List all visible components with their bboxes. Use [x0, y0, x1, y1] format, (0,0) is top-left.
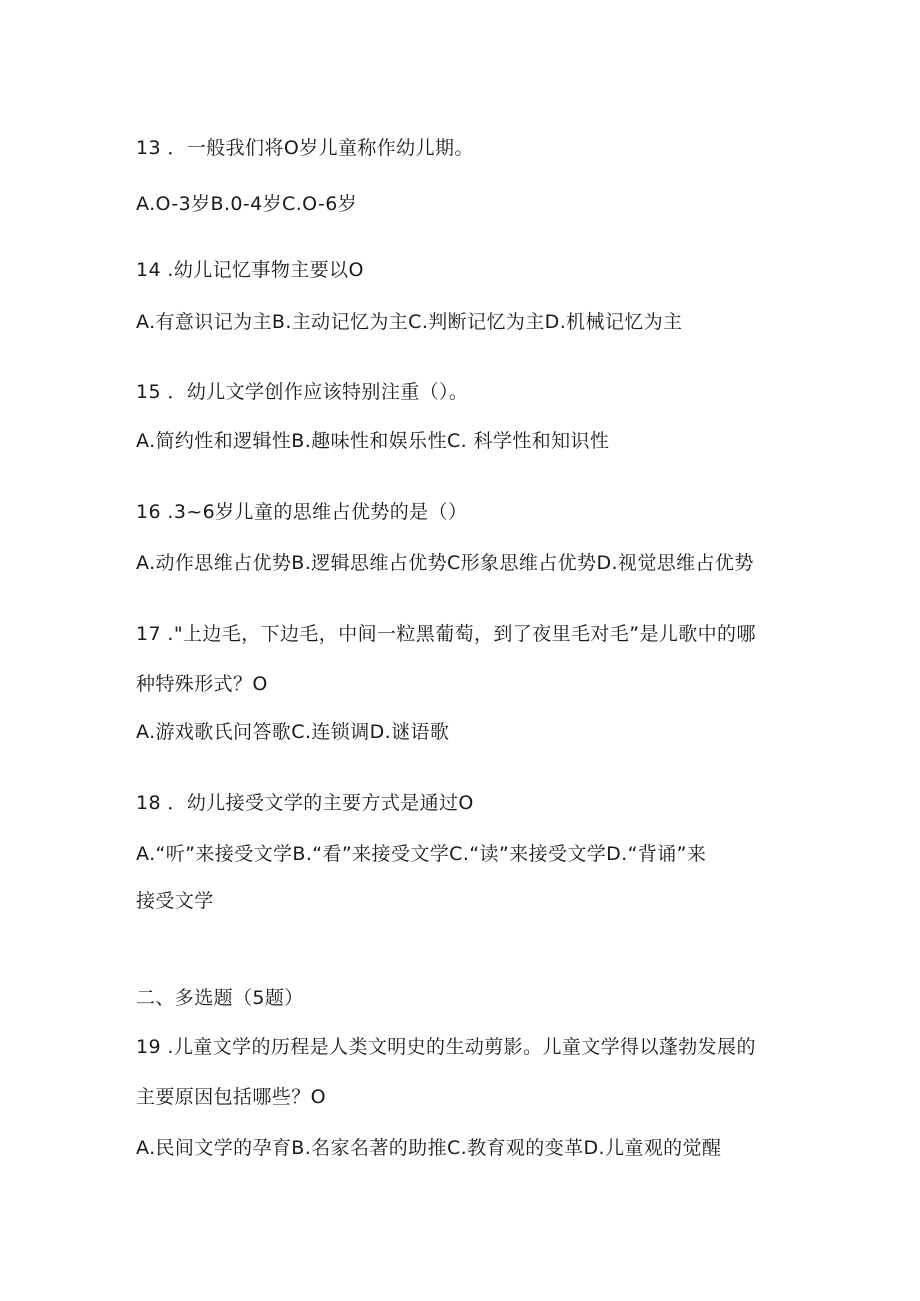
question-16-stem: 16 .3~6岁儿童的思维占优势的是（）	[136, 501, 468, 523]
question-15-stem: 15 ．幼儿文学创作应该特别注重（）。	[136, 381, 469, 403]
question-18-options-line-1: A.“听”来接受文学B.“看”来接受文学C.“读”来接受文学D.“背诵”来	[136, 843, 707, 865]
question-14-stem: 14 .幼儿记忆事物主要以O	[136, 259, 364, 281]
question-17-stem-line-1: 17 ."上边毛，下边毛，中间一粒黑葡萄，到了夜里毛对毛”是儿歌中的哪	[136, 623, 756, 645]
question-19-stem-line-1: 19 .儿童文学的历程是人类文明史的生动剪影。儿童文学得以蓬勃发展的	[136, 1036, 756, 1058]
question-14-options: A.有意识记为主B.主动记忆为主C.判断记忆为主D.机械记忆为主	[136, 311, 683, 333]
question-15-options: A.简约性和逻辑性B.趣味性和娱乐性C. 科学性和知识性	[136, 430, 610, 452]
question-19-stem-line-2: 主要原因包括哪些？O	[136, 1086, 326, 1108]
question-17-stem-line-2: 种特殊形式？O	[136, 673, 268, 695]
question-18-options-line-2: 接受文学	[136, 890, 214, 912]
question-13-stem: 13 ．一般我们将O岁儿童称作幼儿期。	[136, 137, 474, 159]
question-17-options: A.游戏歌氏问答歌C.连锁调D.谜语歌	[136, 721, 450, 743]
question-19-options: A.民间文学的孕育B.名家名著的助推C.教育观的变革D.儿童观的觉醒	[136, 1137, 722, 1159]
question-18-stem: 18 ．幼儿接受文学的主要方式是通过O	[136, 792, 474, 814]
section-2-heading: 二、多选题（5题）	[136, 987, 304, 1009]
question-16-options: A.动作思维占优势B.逻辑思维占优势C形象思维占优势D.视觉思维占优势	[136, 552, 754, 574]
question-13-options: A.O-3岁B.0-4岁C.O-6岁	[136, 193, 358, 215]
